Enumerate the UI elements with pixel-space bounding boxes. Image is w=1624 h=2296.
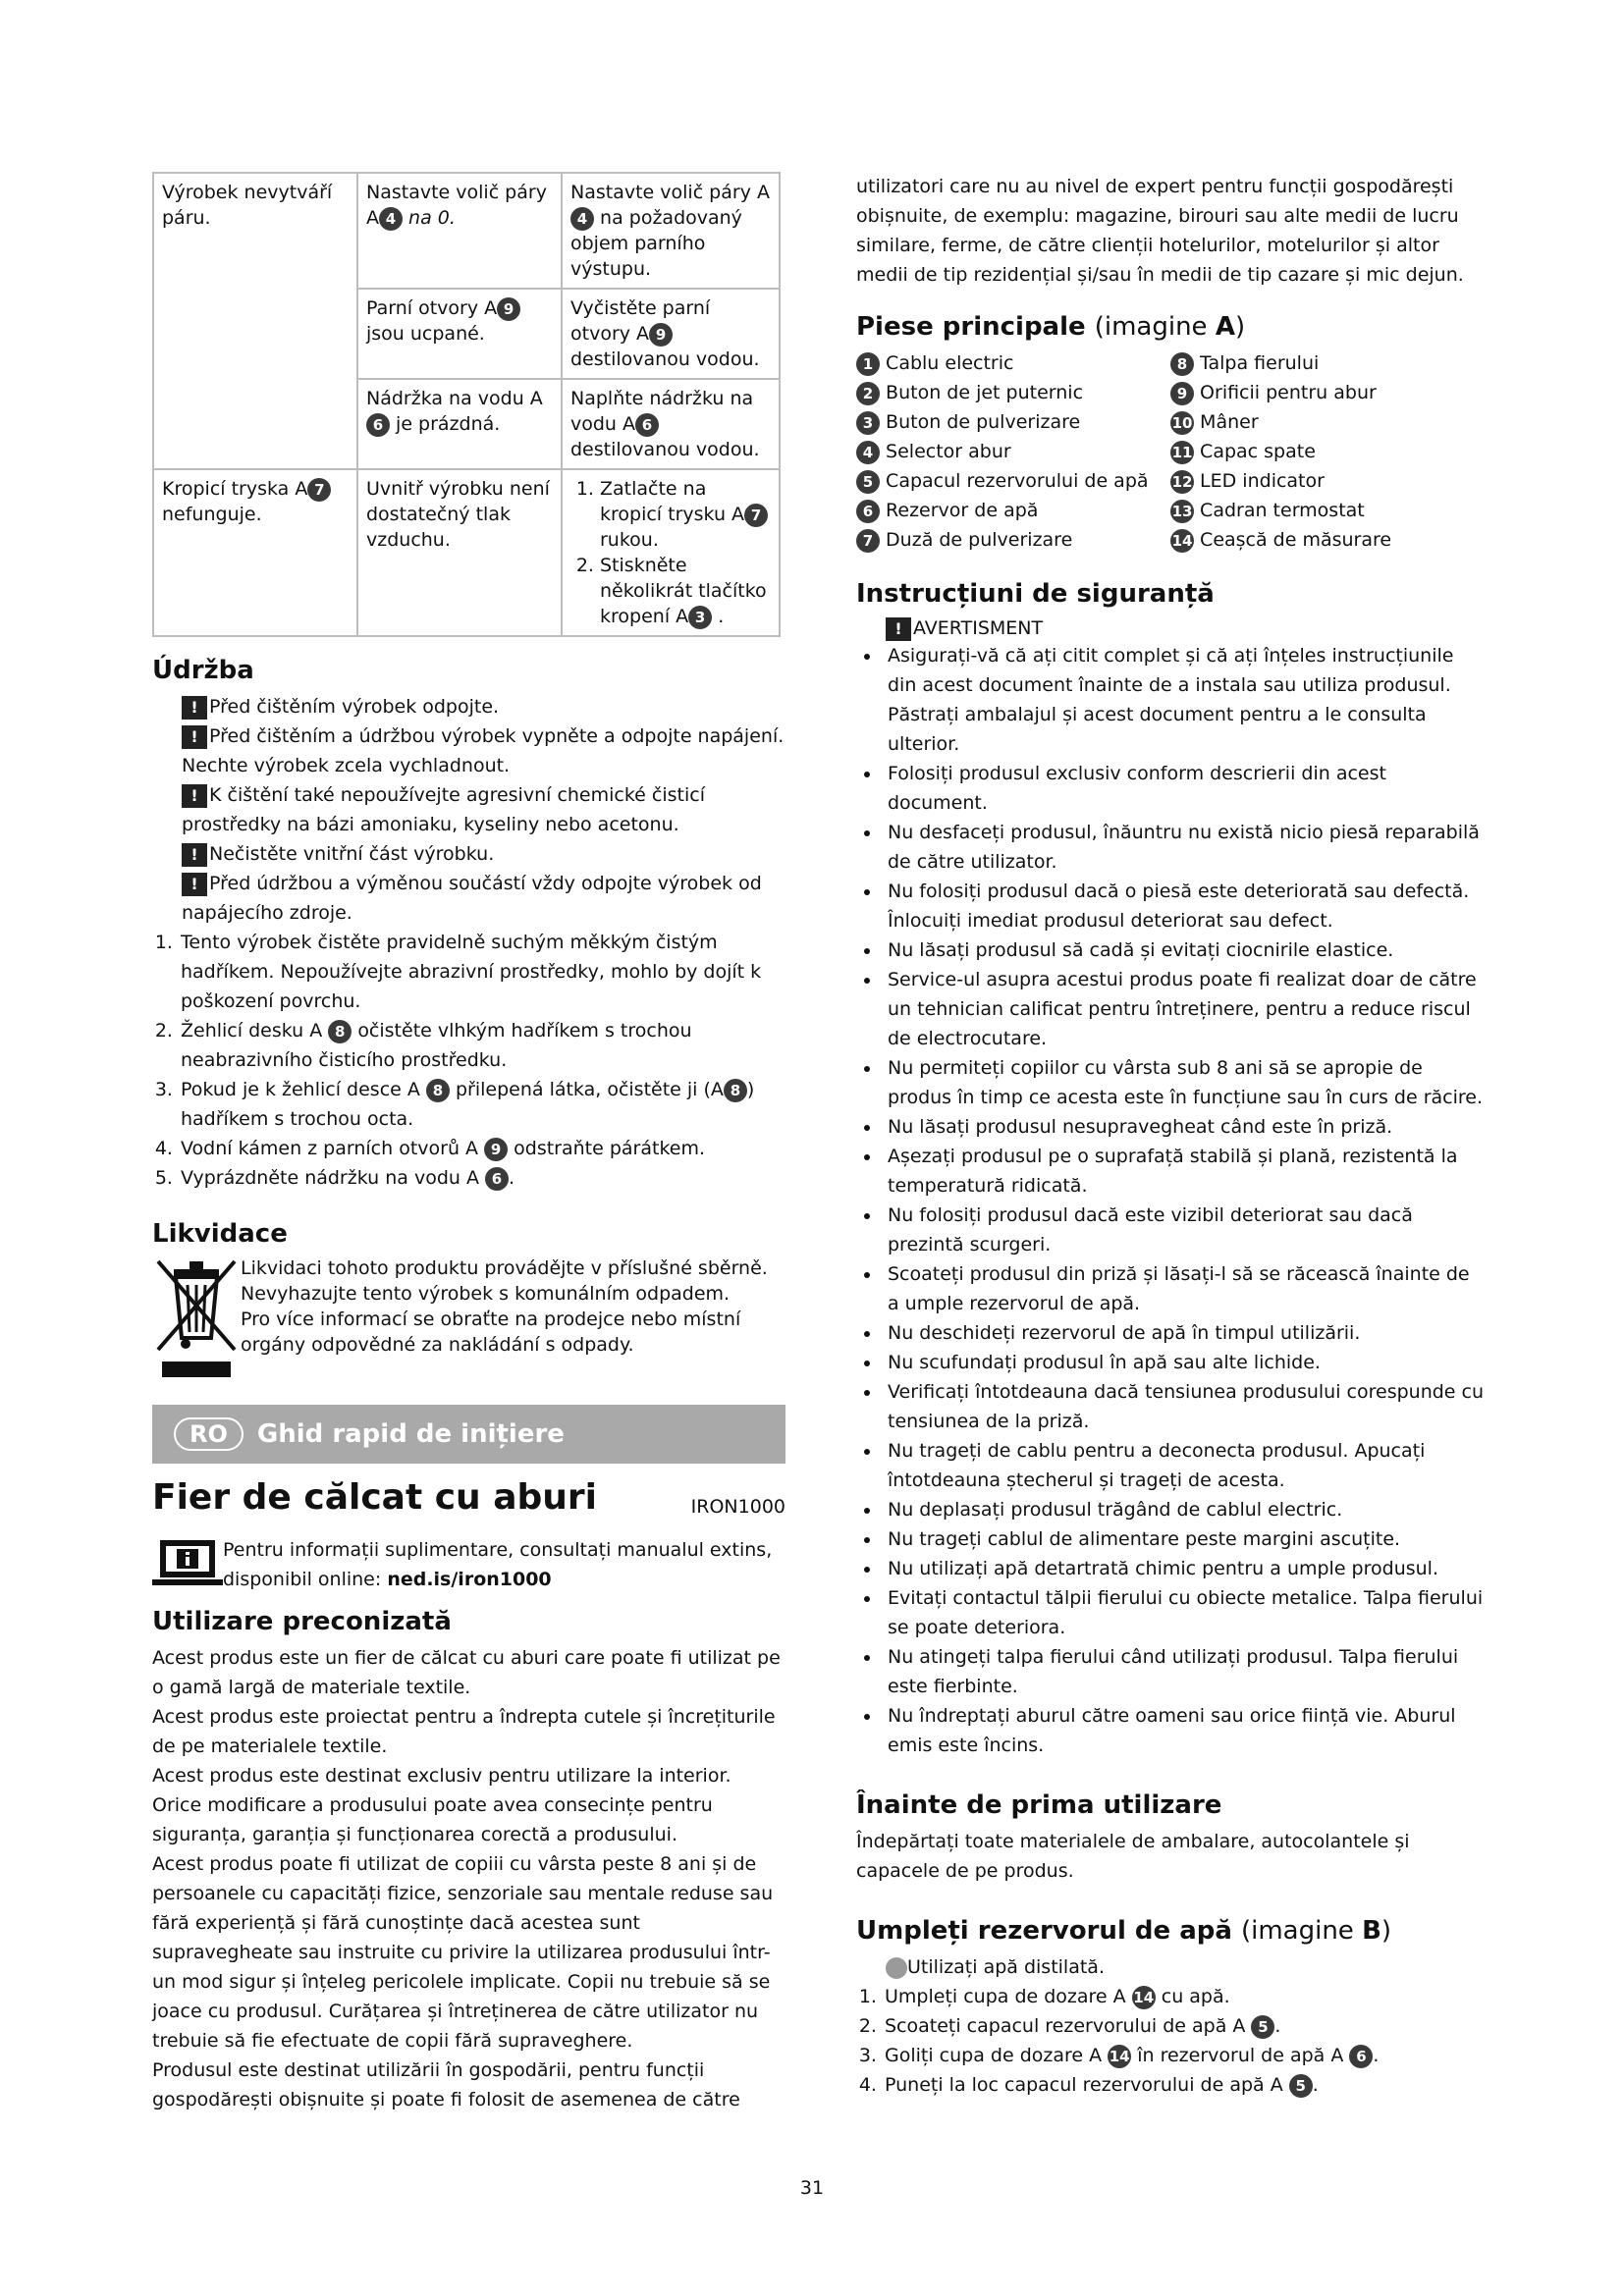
number-badge-icon: 7: [307, 478, 331, 502]
list-item: 11 Capac spate: [1171, 441, 1316, 462]
number-badge-icon: 9: [649, 323, 673, 347]
safety-list: [856, 641, 1485, 1760]
solution-steps: [570, 476, 771, 629]
utilizare-section: [152, 1606, 785, 2114]
umple-section: [856, 1915, 1485, 2100]
list-item: 5 Capacul rezervorului de apă: [856, 466, 1170, 496]
troubleshooting-table: [152, 172, 781, 637]
section-title: Údržba: [152, 656, 254, 685]
list-item: 12 LED indicator: [1171, 470, 1325, 492]
likvidace-section: [152, 1218, 785, 1387]
number-badge-icon: 3: [856, 411, 880, 435]
section-title: Likvidace: [152, 1219, 288, 1249]
info-icon: [886, 1957, 907, 1979]
number-badge-icon: 8: [1170, 352, 1194, 376]
number-badge-icon: 6: [635, 413, 659, 437]
udrzba-section: [152, 655, 785, 1193]
number-badge-icon: 8: [328, 1020, 352, 1043]
list-item: 9 Orificii pentru abur: [1170, 378, 1485, 407]
list-item: • Nu îndreptați aburul către oameni sau orice ființă vie. Aburul emis este încins.: [882, 1701, 1485, 1760]
paragraph: Acest produs este destinat exclusiv pentru utilizare la interior.: [152, 1765, 731, 1787]
list-item: 6 Rezervor de apă: [856, 496, 1170, 525]
manual-text: Pentru informații suplimentare, consultați manualul extins, disponibil online: ned.is/iron1000: [223, 1539, 773, 1590]
number-badge-icon: 8: [426, 1079, 450, 1102]
list-item: 5. Vyprázdněte nádržku na vodu A 6 .: [179, 1163, 785, 1193]
list-item: • Nu folosiți produsul dacă o piesă este deteriorată sau defectă. Înlocuiți imediat produsul deteriorat sau defect.: [882, 877, 1485, 935]
list-item: • Asigurați-vă că ați citit complet și că ați înțeles instrucțiunile din acest document înainte de a instala sau utiliza produsul. Păstrați ambalajul și acest document pentru a le consulta ulterior.: [882, 641, 1485, 759]
number-badge-icon: 4: [570, 207, 594, 231]
piese-section: [856, 311, 1485, 555]
list-item: 7 Duză de pulverizare: [856, 525, 1170, 555]
model-number: IRON1000: [690, 1496, 785, 1518]
right-column: [856, 172, 1485, 2100]
list-item: • Nu atingeți talpa fierului când utilizați produsul. Talpa fierului este fierbinte.: [882, 1642, 1485, 1701]
list-item: • Nu utilizați apă detartrată chimic pentru a umple produsul.: [882, 1554, 1485, 1583]
list-item: 4 Selector abur: [856, 437, 1170, 466]
list-item: • Nu lăsați produsul să cadă și evitați ciocnirile elastice.: [882, 935, 1485, 965]
weee-bin-icon: [152, 1255, 241, 1387]
banner-title: Ghid rapid de inițiere: [256, 1419, 565, 1449]
paragraph: Acest produs poate fi utilizat de copiii cu vârsta peste 8 ani și de persoanele cu capacități fizice, senzoriale sau mentale reduse sau fără experiență și fără cunoștințe dacă acestea sunt supravegheate sau instruite cu privire la utilizarea produsului într-un mod sigur și înțeleg pericolele implicate. Copii nu trebuie să se joace cu produsul. Curățarea și întreținerea de către utilizator nu trebuie să fie efectuate de copii fără supraveghere.: [152, 1853, 774, 2052]
warning-icon: !: [182, 873, 207, 896]
number-badge-icon: 9: [484, 1138, 508, 1161]
manual-block: [152, 1535, 785, 1594]
number-badge-icon: 13: [1170, 500, 1194, 523]
list-item: 3 Buton de pulverizare: [856, 407, 1170, 437]
parts-list: [856, 348, 1485, 555]
product-header: [152, 1477, 785, 1518]
table-row: [153, 469, 780, 636]
number-badge-icon: 2: [856, 382, 880, 405]
list-item: 1. Umpleți cupa de dozare A 14 cu apă.: [883, 1982, 1485, 2011]
list-item: • Scoateți produsul din priză și lăsați-l să se răcească înainte de a umple rezervorul de apă.: [882, 1259, 1485, 1318]
solution-cell: Naplňte nádržku na vodu A 6 destilovanou vodou.: [562, 379, 780, 469]
list-item: 2. Scoateți capacul rezervorului de apă A 5 .: [883, 2011, 1485, 2041]
warning-label-line: ! AVERTISMENT: [856, 615, 1485, 641]
paragraph: Produsul este destinat utilizării în gospodării, pentru funcții gospodărești obișnuite și poate fi folosit de asemenea de către: [152, 2059, 740, 2110]
warning-line: ! Před čištěním výrobek odpojte.: [152, 692, 785, 721]
section-title: Umpleți rezervorul de apă (imagine B): [856, 1916, 1392, 1946]
siguranta-section: [856, 578, 1485, 1760]
warning-line: ! K čištění také nepoužívejte agresivní chemické čisticí prostředky na bázi amoniaku, kyseliny nebo acetonu.: [182, 784, 705, 835]
paragraph: Îndepărtați toate materialele de ambalare, autocolantele și capacele de pe produs.: [856, 1831, 1410, 1882]
language-banner: [152, 1405, 785, 1464]
cause-cell: Nastavte volič páry A 4 na 0.: [357, 173, 562, 289]
list-item: • Service-ul asupra acestui produs poate fi realizat doar de către un tehnician calificat pentru întreținere, pentru a reduce riscul de electrocutare.: [882, 965, 1485, 1053]
list-item: • Nu desfaceți produsul, înăuntru nu există nicio piesă reparabilă de către utilizator.: [882, 818, 1485, 877]
list-item: • Evitați contactul tălpii fierului cu obiecte metalice. Talpa fierului se poate deteriora.: [882, 1583, 1485, 1642]
page-number: 31: [799, 2177, 825, 2199]
maintenance-steps: [152, 928, 785, 1193]
list-item: • Nu trageți de cablu pentru a deconecta produsul. Apucați întotdeauna ștecherul și trageți de acesta.: [882, 1436, 1485, 1495]
problem-cell: Kropicí tryska A 7 nefunguje.: [153, 469, 357, 636]
number-badge-icon: 9: [497, 297, 520, 321]
warning-icon: !: [182, 696, 207, 720]
number-badge-icon: 11: [1170, 441, 1194, 464]
list-item: 14 Ceașcă de măsurare: [1171, 529, 1392, 551]
list-item: 4. Vodní kámen z parních otvorů A 9 odstraňte párátkem.: [179, 1134, 785, 1163]
list-item: • Nu permiteți copiilor cu vârsta sub 8 ani să se apropie de produs în timp ce acesta este în funcțiune sau în curs de răcire.: [882, 1053, 1485, 1112]
solution-cell: [562, 469, 780, 636]
number-badge-icon: 1: [856, 352, 880, 376]
language-badge: RO: [174, 1417, 244, 1451]
section-title: Înainte de prima utilizare: [856, 1790, 1222, 1820]
cause-cell: Nádržka na vodu A6 je prázdná.: [357, 379, 562, 469]
list-item: 8 Talpa fierului: [1170, 348, 1485, 378]
list-item: • Nu trageți cablul de alimentare peste margini ascuțite.: [882, 1524, 1485, 1554]
solution-cell: Nastavte volič páry A4 na požadovaný objem parního výstupu.: [562, 173, 780, 289]
warning-line: ! Před údržbou a výměnou součástí vždy odpojte výrobek od napájecího zdroje.: [182, 873, 762, 924]
solution-cell: Vyčistěte parní otvory A 9 destilovanou vodou.: [562, 289, 780, 379]
number-badge-icon: 6: [1349, 2045, 1373, 2068]
number-badge-icon: 5: [856, 470, 880, 494]
problem-cell: Výrobek nevytváří páru.: [153, 173, 357, 469]
list-item: • Folosiți produsul exclusiv conform descrierii din acest document.: [882, 759, 1485, 818]
fill-steps: [856, 1982, 1485, 2100]
list-item: 1. Zatlačte na kropicí trysku A 7 rukou.: [600, 476, 771, 553]
list-item: 13 Cadran termostat: [1171, 500, 1365, 521]
cause-cell: Parní otvory A 9 jsou ucpané.: [357, 289, 562, 379]
number-badge-icon: 6: [485, 1167, 509, 1191]
parts-column: [856, 348, 1170, 555]
warning-line: ! Nečistěte vnitřní část výrobku.: [152, 839, 785, 869]
list-item: 1. Tento výrobek čistěte pravidelně suchým měkkým čistým hadříkem. Nepoužívejte abrazivní prostředky, mohlo by dojít k poškození povrchu.: [179, 928, 785, 1016]
paragraph: Acest produs este un fier de călcat cu aburi care poate fi utilizat pe o gamă largă de materiale textile.: [152, 1647, 781, 1698]
list-item: • Nu scufundați produsul în apă sau alte lichide.: [882, 1348, 1485, 1377]
number-badge-icon: 12: [1170, 470, 1194, 494]
list-item: 1 Cablu electric: [856, 348, 1170, 378]
section-title: Utilizare preconizată: [152, 1607, 452, 1636]
list-item: • Verificați întotdeauna dacă tensiunea produsului corespunde cu tensiunea de la priză.: [882, 1377, 1485, 1436]
number-badge-icon: 4: [856, 441, 880, 464]
paragraph: Orice modificare a produsului poate avea consecințe pentru siguranța, garanția și funcționarea corectă a produsului.: [152, 1794, 713, 1845]
inainte-section: [856, 1789, 1485, 1886]
disposal-text: Likvidaci tohoto produktu provádějte v příslušné sběrně. Nevyhazujte tento výrobek s komunálním odpadem. Pro více informací se obraťte na prodejce nebo místní orgány odpovědné za nakládání s odpady.: [241, 1257, 768, 1356]
warning-icon: !: [886, 617, 911, 641]
number-badge-icon: 14: [1108, 2045, 1131, 2068]
number-badge-icon: 14: [1170, 529, 1194, 553]
number-badge-icon: 9: [1170, 382, 1194, 405]
number-badge-icon: 6: [856, 500, 880, 523]
list-item: 2 Buton de jet puternic: [856, 378, 1170, 407]
list-item: 2. Žehlicí desku A 8 očistěte vlhkým hadříkem s trochou neabrazivního čisticího prostředku.: [179, 1016, 785, 1075]
intro-paragraph: utilizatori care nu au nivel de expert pentru funcții gospodărești obișnuite, de exemplu: magazine, birouri sau alte medii de lucru similare, ferme, de către clienții hotelurilor, motelurilor și altor medii de tip rezidențial și/sau în medii de tip cazare și mic dejun.: [856, 176, 1464, 286]
left-column: [152, 172, 785, 2114]
number-badge-icon: 7: [744, 504, 768, 527]
number-badge-icon: 14: [1132, 1986, 1156, 2009]
section-title: Instrucțiuni de siguranță: [856, 579, 1215, 609]
note-line: Utilizați apă distilată.: [856, 1952, 1485, 1982]
number-badge-icon: 10: [1170, 411, 1194, 435]
list-item: 10 Mâner: [1171, 411, 1259, 433]
laptop-info-icon: [152, 1538, 223, 1591]
product-title: Fier de călcat cu aburi: [152, 1477, 597, 1518]
parts-column: [1170, 348, 1485, 555]
list-item: • Nu folosiți produsul dacă este vizibil deteriorat sau dacă prezintă scurgeri.: [882, 1201, 1485, 1259]
list-item: • Nu deschideți rezervorul de apă în timpul utilizării.: [882, 1318, 1485, 1348]
warning-icon: !: [182, 843, 207, 867]
list-item: • Nu deplasați produsul trăgând de cablul electric.: [882, 1495, 1485, 1524]
list-item: 2. Stiskněte několikrát tlačítko kropení A 3 .: [600, 553, 771, 629]
warning-icon: !: [182, 725, 207, 749]
cause-cell: Uvnitř výrobku není dostatečný tlak vzduchu.: [357, 469, 562, 636]
warning-icon: !: [182, 784, 207, 808]
section-title: Piese principale (imagine A): [856, 312, 1246, 342]
manual-link[interactable]: ned.is/iron1000: [387, 1569, 552, 1590]
list-item: • Nu lăsați produsul nesupravegheat când este în priză.: [882, 1112, 1485, 1142]
disposal-block: [152, 1255, 785, 1387]
number-badge-icon: 8: [724, 1079, 747, 1102]
number-badge-icon: 6: [366, 413, 390, 437]
list-item: • Așezați produsul pe o suprafață stabilă și plană, rezistentă la temperatură ridicată.: [882, 1142, 1485, 1201]
list-item: 3. Pokud je k žehlicí desce A 8 přilepená látka, očistěte ji (A 8 ) hadříkem s trochou octa.: [179, 1075, 785, 1134]
paragraph: Acest produs este proiectat pentru a îndrepta cutele și încrețiturile de pe materialele textile.: [152, 1706, 776, 1757]
number-badge-icon: 4: [379, 207, 403, 231]
table-row: [153, 173, 780, 289]
warning-line: ! Před čištěním a údržbou výrobek vypněte a odpojte napájení. Nechte výrobek zcela vychladnout.: [182, 725, 785, 776]
number-badge-icon: 7: [856, 529, 880, 553]
number-badge-icon: 5: [1289, 2074, 1313, 2098]
number-badge-icon: 5: [1251, 2015, 1274, 2039]
list-item: 4. Puneți la loc capacul rezervorului de apă A 5 .: [883, 2070, 1485, 2100]
list-item: 3. Goliți cupa de dozare A 14 în rezervorul de apă A 6 .: [883, 2041, 1485, 2070]
number-badge-icon: 3: [688, 606, 712, 629]
